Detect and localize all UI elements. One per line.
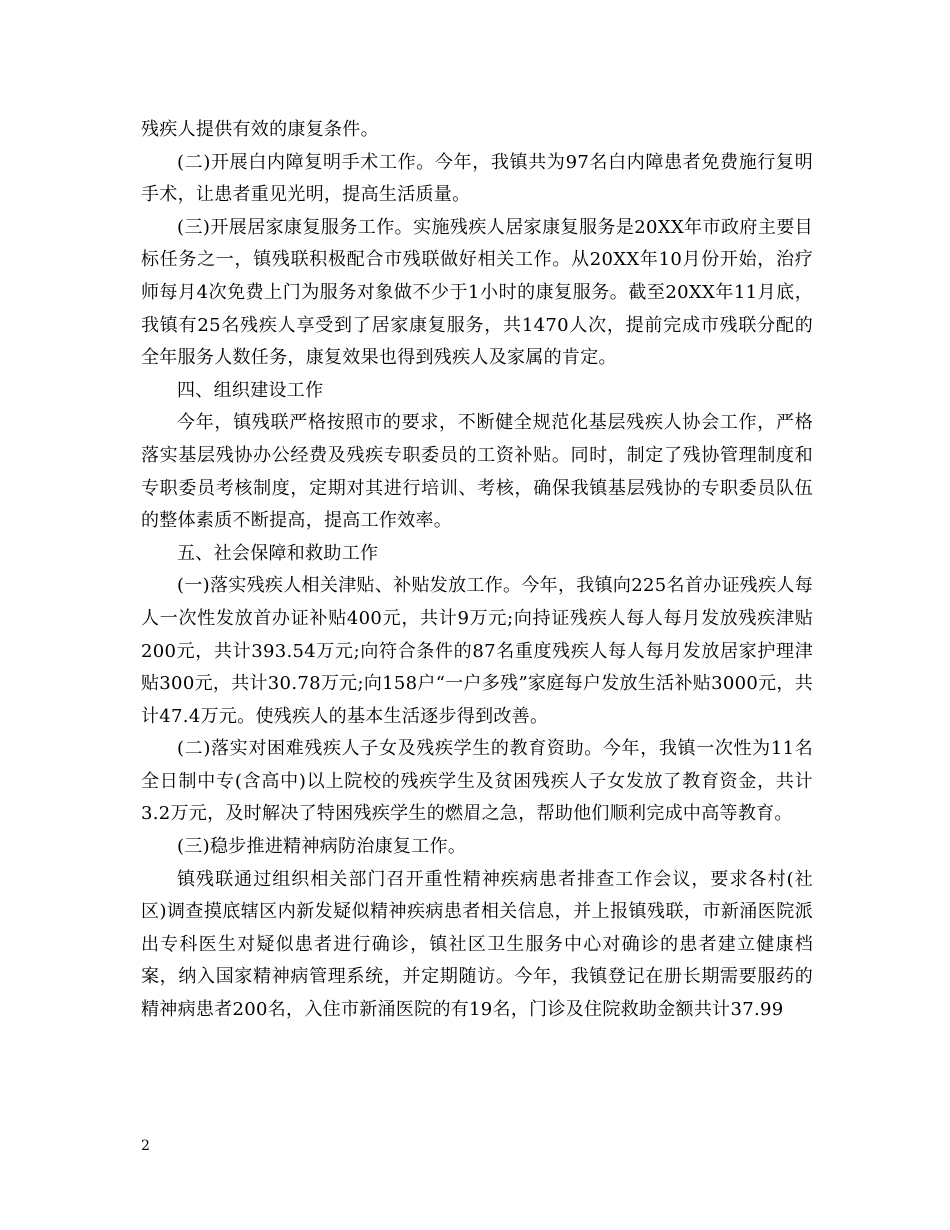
paragraph-cataract-surgery: (二)开展白内障复明手术工作。今年，我镇共为97名白内障患者免费施行复明手术，让患者重见光明，提高生活质量。 [141, 151, 813, 206]
section-heading-social-security: 五、社会保障和救助工作 [177, 542, 379, 564]
paragraph-continuation: 残疾人提供有效的康复条件。 [141, 119, 379, 140]
paragraph-subsidies: (一)落实残疾人相关津贴、补贴发放工作。今年，我镇向225名首办证残疾人每人一次性发放首办证补贴400元，共计9万元;向持证残疾人每人每月发放残疾津贴200元，共计393.54万元;向符合条件的87名重度残疾人每人每月发放居家护理津贴300元，共计30.78万元;向158户“一户多残”家庭每户发放生活补贴3000元，共计47.4万元。使残疾人的基本生活逐步得到改善。 [141, 575, 813, 727]
document-body [141, 114, 813, 1027]
paragraph-mental-health-heading: (三)稳步推进精神病防治康复工作。 [177, 836, 467, 858]
section-heading-organization: 四、组织建设工作 [177, 379, 324, 401]
page-number: 2 [141, 1138, 150, 1154]
paragraph-mental-health: 镇残联通过组织相关部门召开重性精神疾病患者排查工作会议，要求各村(社区)调查摸底辖区内新发疑似精神疾病患者相关信息，并上报镇残联，市新涌医院派出专科医生对疑似患者进行确诊，镇社区卫生服务中心对确诊的患者建立健康档案，纳入国家精神病管理系统，并定期随访。今年，我镇登记在册长期需要服药的精神病患者200名，入住市新涌医院的有19名，门诊及住院救助金额共计37.99 [141, 868, 813, 1021]
paragraph-education-aid: (二)落实对困难残疾人子女及残疾学生的教育资助。今年，我镇一次性为11名全日制中专(含高中)以上院校的残疾学生及贫困残疾人子女发放了教育资金，共计3.2万元，及时解决了特困残疾学生的燃眉之急，帮助他们顺利完成中高等教育。 [141, 738, 813, 825]
paragraph-home-rehab: (三)开展居家康复服务工作。实施残疾人居家康复服务是20XX年市政府主要目标任务之一，镇残联积极配合市残联做好相关工作。从20XX年10月份开始，治疗师每月4次免费上门为服务对象做不少于1小时的康复服务。截至20XX年11月底，我镇有25名残疾人享受到了居家康复服务，共1470人次，提前完成市残联分配的全年服务人数任务，康复效果也得到残疾人及家属的肯定。 [141, 216, 813, 369]
paragraph-organization: 今年，镇残联严格按照市的要求，不断健全规范化基层残疾人协会工作，严格落实基层残协办公经费及残疾专职委员的工资补贴。同时，制定了残协管理制度和专职委员考核制度，定期对其进行培训、考核，确保我镇基层残协的专职委员队伍的整体素质不断提高，提高工作效率。 [141, 412, 813, 532]
